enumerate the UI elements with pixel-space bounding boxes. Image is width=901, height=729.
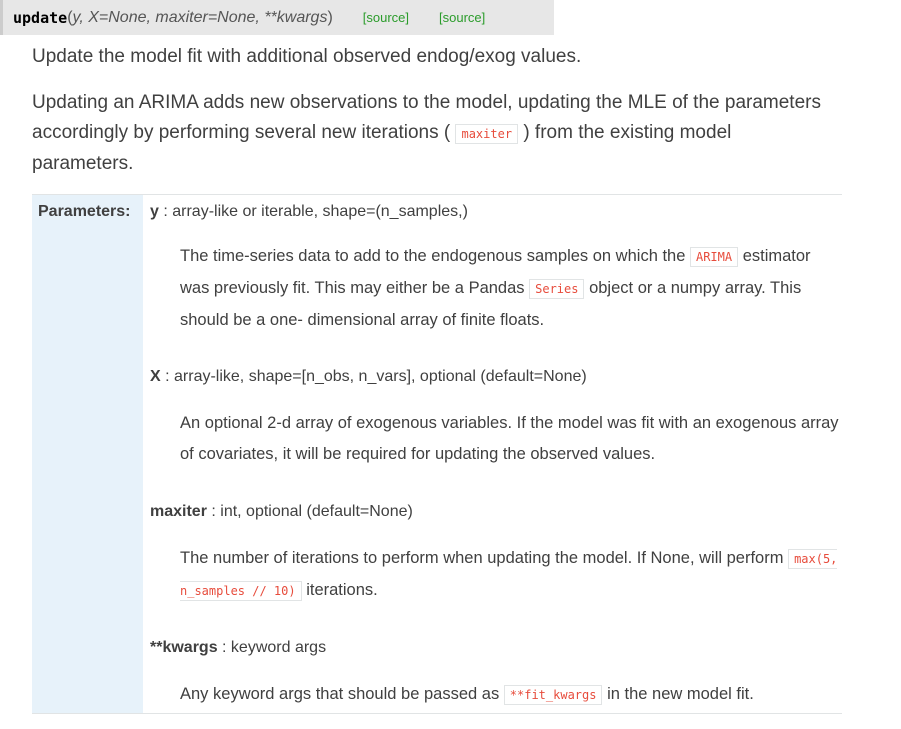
param-maxiter-desc-part: iterations.	[306, 581, 378, 599]
description-after-code: ) from the existing model parameters.	[32, 122, 732, 174]
arima-code: ARIMA	[690, 247, 738, 267]
max-iter-code: max(5, n_samples // 10)	[180, 549, 837, 601]
close-paren: )	[327, 8, 333, 26]
param-y-desc-part: estimator was previously fit. This may either be a Pandas	[180, 247, 811, 297]
source-link[interactable]: [source]	[362, 10, 410, 25]
param-maxiter-type: : int, optional (default=None)	[206, 503, 413, 520]
param-maxiter-desc-part: The number of iterations to perform when updating the model. If None, will perform	[180, 549, 789, 567]
method-signature	[0, 0, 554, 35]
param-maxiter-name: maxiter	[150, 503, 207, 520]
method-params: y, X=None, maxiter=None, **kwargs	[72, 8, 328, 26]
param-maxiter-description	[180, 543, 840, 607]
summary-text: Update the model fit with additional observed endog/exog values.	[32, 46, 582, 67]
param-y-name: y	[150, 203, 159, 220]
description-before-code: Updating an ARIMA adds new observations to the model, updating the MLE of the parameters accordingly by performing several new iterations (	[32, 92, 821, 143]
description-text	[32, 88, 832, 179]
source-link-2[interactable]: [source]	[439, 10, 486, 25]
param-x-description: An optional 2-d array of exogenous variables. If the model was fit with an exogenous array of covariates, it will be required for updating the observed values.	[180, 414, 839, 463]
series-code: Series	[529, 279, 584, 299]
param-x-type: : array-like, shape=[n_obs, n_vars], optional (default=None)	[160, 368, 587, 385]
param-x-name: X	[150, 368, 161, 385]
param-y-desc-part: object or a numpy array. This should be a one- dimensional array of finite floats.	[180, 279, 802, 329]
parameters-table	[32, 194, 842, 714]
method-name: update	[13, 8, 68, 27]
param-y-desc-part: The time-series data to add to the endogenous samples on which the	[180, 247, 690, 265]
open-paren: (	[67, 8, 73, 26]
param-x-term	[150, 368, 587, 386]
parameters-body	[143, 195, 842, 713]
param-maxiter-term	[150, 503, 413, 521]
param-y-type: : array-like or iterable, shape=(n_samples,)	[158, 203, 468, 220]
param-kwargs-description	[180, 679, 840, 711]
param-kwargs-term	[150, 639, 326, 657]
parameters-label: Parameters:	[32, 195, 143, 713]
param-kwargs-type: : keyword args	[217, 639, 327, 656]
param-kwargs-desc-part: in the new model fit.	[607, 685, 754, 703]
param-y-description	[180, 241, 840, 336]
maxiter-code: maxiter	[455, 124, 518, 144]
param-kwargs-desc-part: Any keyword args that should be passed as	[180, 685, 504, 703]
fit-kwargs-code: **fit_kwargs	[504, 685, 603, 705]
param-kwargs-name: **kwargs	[150, 639, 218, 656]
param-y-term	[150, 203, 468, 221]
